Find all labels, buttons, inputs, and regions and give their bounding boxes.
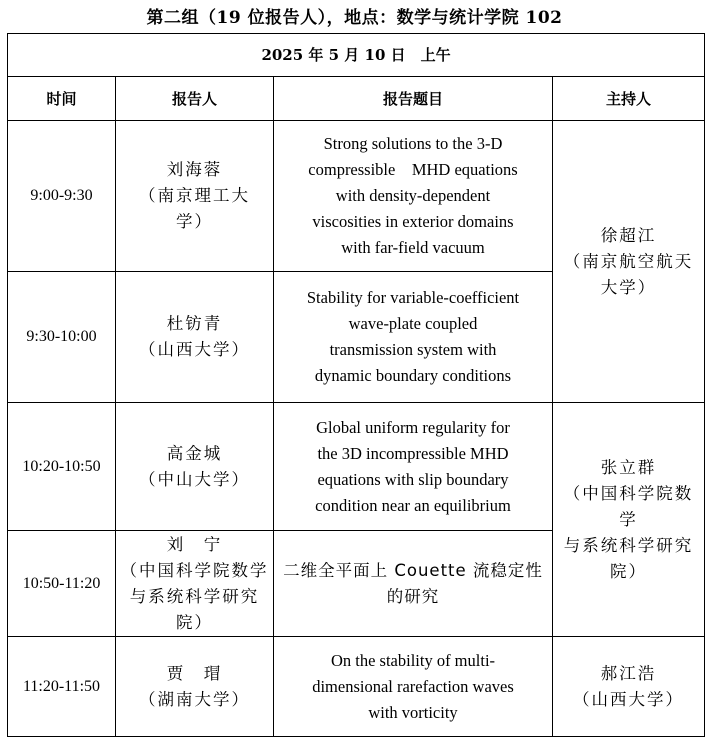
speaker-affiliation: （湖南大学） — [139, 689, 250, 709]
chair-name: 徐超江 — [600, 225, 657, 245]
speaker-name: 刘 宁 — [166, 534, 223, 554]
speaker-name: 刘海蓉 — [166, 160, 223, 179]
table-row — [8, 121, 705, 272]
topic-line: On the stability of multi- — [330, 650, 496, 670]
chair-affiliation: （南京航空航天 — [563, 251, 694, 271]
topic-cell — [274, 403, 553, 531]
topic-line: 二维全平面上 Couette 流稳定性 — [283, 560, 543, 580]
topic-line: transmission system with — [329, 340, 497, 359]
chair-name: 郝江浩 — [600, 663, 657, 683]
speaker-affiliation: 院） — [176, 612, 213, 632]
speaker-cell — [116, 272, 274, 403]
speaker-affiliation: （中山大学） — [139, 469, 250, 489]
topic-line: the 3D incompressible MHD — [317, 443, 509, 463]
chair-affiliation: （山西大学） — [573, 689, 685, 709]
header-row — [8, 77, 705, 121]
topic-line: Global uniform regularity for — [316, 417, 510, 437]
time-cell: 9:30-10:00 — [8, 272, 116, 403]
chair-affiliation: （中国科学院数学 — [563, 483, 694, 529]
speaker-cell — [116, 531, 274, 637]
time-cell: 9:00-9:30 — [8, 121, 116, 272]
speaker-affiliation: （中国科学院数学 — [120, 560, 269, 580]
time-cell: 11:20-11:50 — [8, 637, 116, 737]
topic-line: equations with slip boundary — [317, 469, 509, 489]
chair-name: 张立群 — [600, 457, 657, 477]
chair-cell — [553, 637, 705, 737]
chair-affiliation: 大学） — [600, 277, 657, 297]
header-time: 时间 — [8, 77, 116, 121]
header-topic: 报告题目 — [274, 77, 553, 121]
topic-line: dimensional rarefaction waves — [312, 676, 514, 696]
topic-cell — [274, 637, 553, 737]
topic-line: compressible MHD equations — [308, 160, 518, 179]
speaker-affiliation: （南京理工大 — [139, 186, 250, 205]
chair-cell — [553, 403, 705, 637]
speaker-cell — [116, 403, 274, 531]
date-row — [8, 34, 705, 77]
topic-cell — [274, 121, 553, 272]
speaker-cell — [116, 637, 274, 737]
page-title: 第二组（19 位报告人），地点：数学与统计学院 102 — [146, 8, 563, 28]
time-cell: 10:20-10:50 — [8, 403, 116, 531]
table-row — [8, 403, 705, 531]
topic-line: Strong solutions to the 3-D — [323, 134, 503, 153]
topic-cell — [274, 531, 553, 637]
speaker-name: 高金城 — [166, 443, 223, 463]
speaker-affiliation: 与系统科学研究 — [129, 586, 260, 606]
header-speaker: 报告人 — [116, 77, 274, 121]
speaker-affiliation: （山西大学） — [139, 340, 250, 359]
topic-line: condition near an equilibrium — [315, 495, 511, 515]
chair-cell — [553, 121, 705, 403]
schedule-table — [7, 33, 705, 737]
time-cell: 10:50-11:20 — [8, 531, 116, 637]
topic-line: dynamic boundary conditions — [314, 366, 512, 385]
chair-affiliation: 院） — [610, 561, 648, 581]
topic-cell — [274, 272, 553, 403]
speaker-cell — [116, 121, 274, 272]
header-chair: 主持人 — [553, 77, 705, 121]
topic-line: Stability for variable-coefficient — [306, 288, 520, 307]
speaker-affiliation: 学） — [176, 212, 213, 231]
topic-line: with far-field vacuum — [341, 238, 485, 257]
session-date: 2025 年 5 月 10 日 上午 — [8, 34, 705, 77]
speaker-name: 杜钫青 — [166, 314, 223, 333]
table-row — [8, 637, 705, 737]
chair-affiliation: 与系统科学研究 — [563, 535, 694, 555]
topic-line: with density-dependent — [335, 186, 491, 205]
speaker-name: 贾 瑁 — [166, 663, 223, 683]
topic-line: with vorticity — [368, 702, 458, 722]
topic-line: wave-plate coupled — [348, 314, 478, 333]
topic-line: viscosities in exterior domains — [312, 212, 514, 231]
topic-line: 的研究 — [386, 586, 440, 606]
